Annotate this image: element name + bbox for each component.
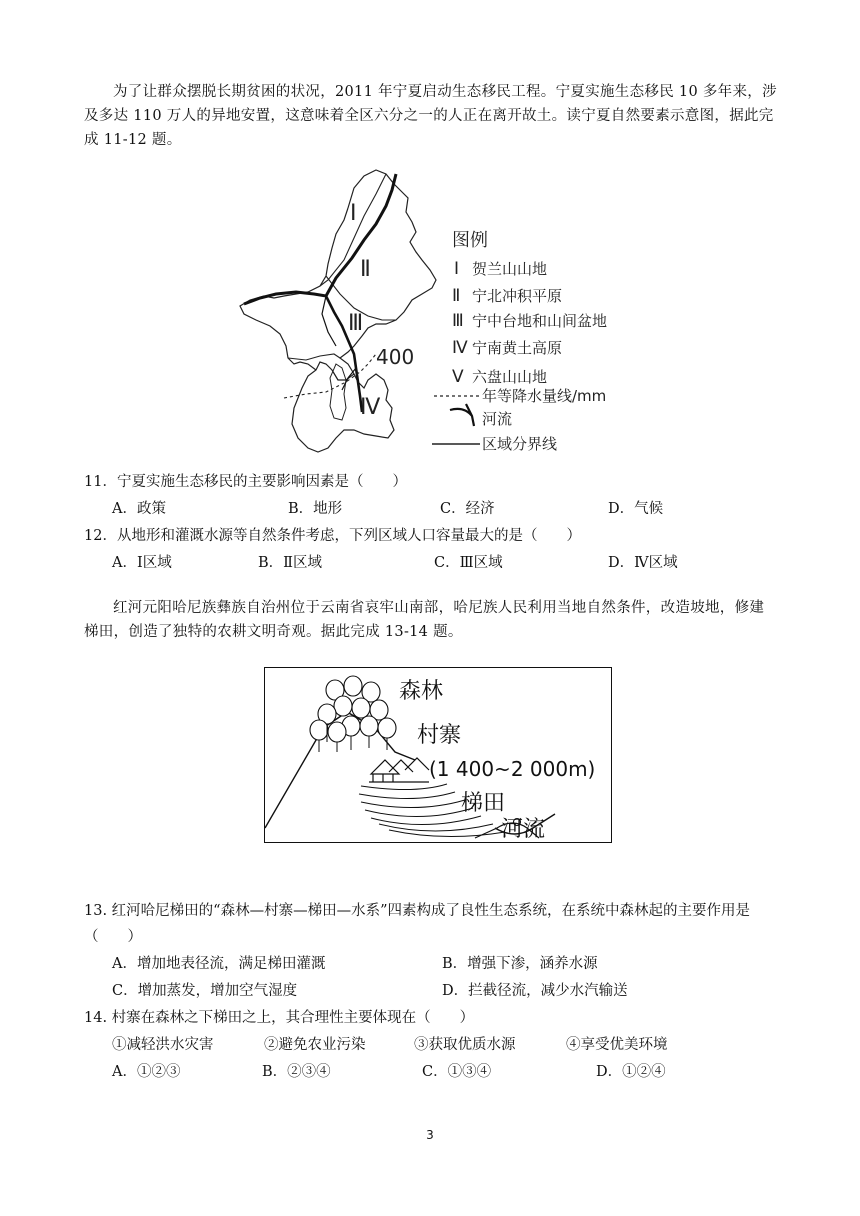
page-number: 3 xyxy=(426,1128,434,1142)
isohyet-value-label: 400 xyxy=(376,345,415,369)
village-label: 村寨 xyxy=(417,723,462,748)
question-13-options-row2 xyxy=(112,979,772,1003)
question-11-options xyxy=(112,497,712,521)
legend-sym-5: Ⅴ xyxy=(452,367,464,387)
legend-text-3: 宁中台地和山间盆地 xyxy=(472,312,608,330)
legend-sym-4: Ⅳ xyxy=(452,338,468,358)
ningxia-map xyxy=(236,168,636,458)
question-11-stem: 11．宁夏实施生态移民的主要影响因素是（ ） xyxy=(84,474,407,490)
legend-boundary: 区域分界线 xyxy=(482,435,558,453)
legend-text-1: 贺兰山山地 xyxy=(472,260,548,278)
legend-text-4: 宁南黄土高原 xyxy=(472,339,563,357)
q14-item-3: ③获取优质水源 xyxy=(414,1037,516,1053)
river-legend-icon xyxy=(450,404,474,426)
legend-isohyet: 年等降水量线/mm xyxy=(482,387,607,405)
legend-text-2: 宁北冲积平原 xyxy=(472,287,563,305)
q14-item-1: ①减轻洪水灾害 xyxy=(112,1037,214,1053)
village-houses-icon xyxy=(369,758,429,782)
q14-option-d[interactable]: D．①②④ xyxy=(596,1064,666,1080)
q13-option-c[interactable]: C．增加蒸发，增加空气湿度 xyxy=(112,983,298,999)
elevation-label: (1 400~2 000m) xyxy=(429,757,596,781)
legend-title: 图例 xyxy=(452,230,488,251)
question-12-options xyxy=(112,551,712,575)
legend-text-5: 六盘山山地 xyxy=(472,368,548,386)
region-label-3: Ⅲ xyxy=(348,311,364,336)
legend-sym-1: Ⅰ xyxy=(454,259,460,279)
region-label-4: Ⅳ xyxy=(360,395,381,420)
forest-label: 森林 xyxy=(399,679,444,704)
legend-sym-2: Ⅱ xyxy=(452,286,461,306)
intro-paragraph-hani: 红河元阳哈尼族彝族自治州位于云南省哀牢山南部，哈尼族人民利用当地自然条件，改造坡地，修建梯田，创造了独特的农耕文明奇观。据此完成 13-14 题。 xyxy=(84,600,765,640)
q14-option-b[interactable]: B．②③④ xyxy=(262,1064,331,1080)
q12-option-a[interactable]: A．Ⅰ区域 xyxy=(112,555,172,571)
question-14-options xyxy=(112,1060,772,1084)
q14-item-4: ④享受优美环境 xyxy=(566,1037,668,1053)
q13-option-b[interactable]: B．增强下渗，涵养水源 xyxy=(442,956,598,972)
region-label-2: Ⅱ xyxy=(360,257,371,282)
q13-option-a[interactable]: A．增加地表径流，满足梯田灌溉 xyxy=(112,956,326,972)
river-label: 河流 xyxy=(501,817,546,841)
q12-option-b[interactable]: B．Ⅱ区域 xyxy=(258,555,323,571)
question-13-options-row1 xyxy=(112,952,772,976)
q11-option-b[interactable]: B．地形 xyxy=(288,501,343,517)
question-14-items xyxy=(112,1033,772,1057)
q14-item-2: ②避免农业污染 xyxy=(264,1037,366,1053)
hani-terrace-figure xyxy=(264,667,612,843)
terrace-label: 梯田 xyxy=(461,791,506,816)
q11-option-c[interactable]: C．经济 xyxy=(440,501,495,517)
legend-river: 河流 xyxy=(482,410,513,428)
question-14-stem: 14. 村寨在森林之下梯田之上，其合理性主要体现在（ ） xyxy=(84,1010,475,1026)
q14-option-c[interactable]: C．①③④ xyxy=(422,1064,492,1080)
q12-option-c[interactable]: C．Ⅲ区域 xyxy=(434,555,503,571)
q14-option-a[interactable]: A．①②③ xyxy=(112,1064,181,1080)
question-13-stem: 13. 红河哈尼梯田的“森林—村寨—梯田—水系”四素构成了良性生态系统，在系统中森林起的主要作用是（ ） xyxy=(84,903,750,945)
q11-option-d[interactable]: D．气候 xyxy=(608,501,664,517)
q12-option-d[interactable]: D．Ⅳ区域 xyxy=(608,555,678,571)
q13-option-d[interactable]: D．拦截径流，减少水汽输送 xyxy=(442,983,628,999)
intro-paragraph-ningxia: 为了让群众摆脱长期贫困的状况，2011 年宁夏启动生态移民工程。宁夏实施生态移民 10 多年来，涉及多达 110 万人的异地安置，这意味着全区六分之一的人正在离开故土。读宁夏自然要素示意图，据此完成 11-12 题。 xyxy=(84,84,777,148)
legend-sym-3: Ⅲ xyxy=(452,311,464,331)
question-12-stem: 12．从地形和灌溉水源等自然条件考虑，下列区域人口容量最大的是（ ） xyxy=(84,528,581,544)
q11-option-a[interactable]: A．政策 xyxy=(112,501,166,517)
region-label-1: Ⅰ xyxy=(350,201,357,226)
